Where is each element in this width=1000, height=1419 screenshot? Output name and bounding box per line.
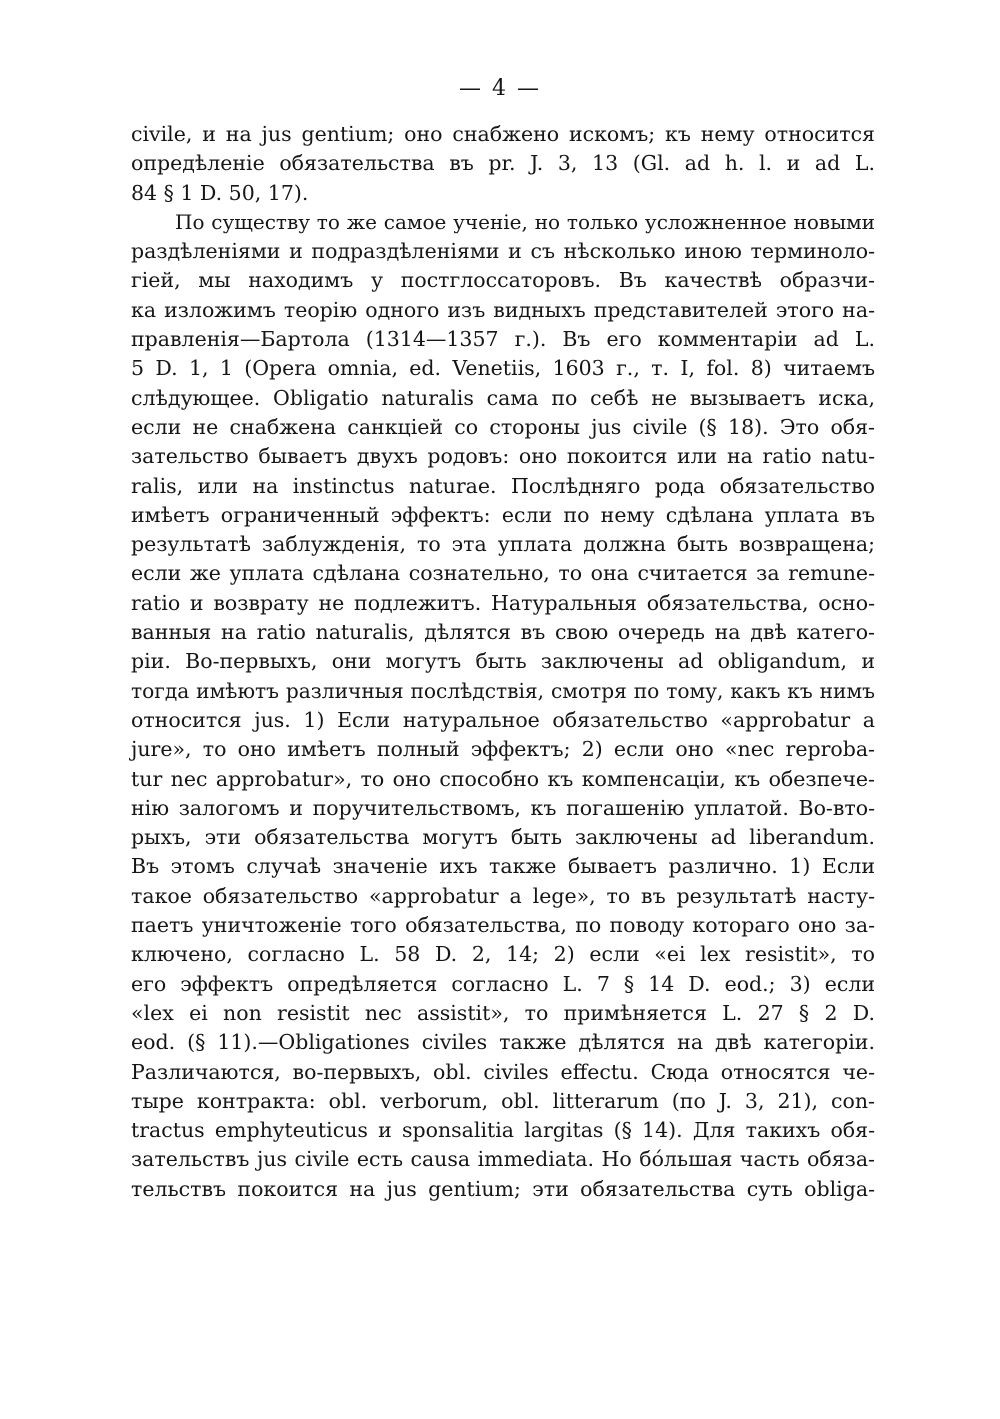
text-line: eod. (§ 11).—Obligationes civiles также дѣлятся на двѣ категоріи. — [131, 1030, 875, 1055]
text-line: tractus emphyteuticus и sponsalitia largitas (§ 14). Для такихъ обя- — [131, 1118, 875, 1143]
text-line: рыхъ, эти обязательства могутъ быть заключены ad liberandum. — [131, 825, 875, 850]
text-line: 84 § 1 D. 50, 17). — [131, 180, 309, 205]
text-line: Въ этомъ случаѣ значеніе ихъ также бываетъ различно. 1) Если — [131, 854, 875, 879]
text-line: правленія—Бартола (1314—1357 г.). Въ его комментаріи ad L. — [131, 327, 875, 352]
text-line: гіей, мы находимъ у постглоссаторовъ. Въ качествѣ образчи- — [131, 268, 875, 293]
text-line: Различаются, во-первыхъ, obl. civiles effectu. Сюда относятся че- — [131, 1059, 875, 1084]
text-line: такое обязательство «approbatur a lege», то въ результатѣ насту- — [131, 883, 875, 908]
text-line: слѣдующее. Obligatio naturalis сама по себѣ не вызываетъ иска, — [131, 385, 875, 410]
text-line: ка изложимъ теорію одного изъ видныхъ представителей этого на- — [131, 297, 875, 322]
text-line: паетъ уничтоженіе того обязательства, по поводу котораго оно за- — [131, 913, 875, 938]
text-line: раздѣленіями и подраздѣленіями и съ нѣсколько иною терминоло- — [131, 239, 875, 264]
text-line: если же уплата сдѣлана сознательно, то она считается за remune- — [131, 561, 875, 586]
text-line: ratio и возврату не подлежитъ. Натуральныя обязательства, осно- — [131, 590, 875, 615]
text-line: нію залогомъ и поручительствомъ, къ погашенію уплатой. Во-вто- — [131, 795, 875, 820]
text-line: тельствъ покоится на jus gentium; эти обязательства суть obliga- — [131, 1176, 875, 1201]
text-line: относится jus. 1) Если натуральное обязательство «approbatur a — [131, 707, 875, 732]
text-line: 5 D. 1, 1 (Opera omnia, ed. Venetiis, 1603 г., т. I, fol. 8) читаемъ — [131, 356, 875, 381]
text-line: опредѣленіе обязательства въ pr. J. 3, 13 (Gl. ad h. l. и ad L. — [131, 151, 875, 176]
text-line: tur nec approbatur», то оно способно къ компенсаціи, къ обезпече- — [131, 766, 875, 791]
text-line: зательствъ jus civile есть causa immediata. Но бóльшая часть обяза- — [131, 1147, 875, 1172]
text-line: его эффектъ опредѣляется согласно L. 7 § 14 D. eod.; 3) если — [131, 971, 875, 996]
paragraph-start-line: По существу то же самое ученіе, но только усложненное новыми — [175, 209, 875, 234]
text-line: результатѣ заблужденія, то эта уплата должна быть возвращена; — [131, 532, 875, 557]
text-line: тогда имѣютъ различныя послѣдствія, смотря по тому, какъ къ нимъ — [131, 678, 875, 703]
body-text — [131, 120, 875, 1204]
text-line: «lex ei non resistit nec assistit», то примѣняется L. 27 § 2 D. — [131, 1000, 875, 1025]
text-line: jure», то оно имѣетъ полный эффектъ; 2) если оно «nec reproba- — [131, 737, 875, 762]
text-line: civile, и на jus gentium; оно снабжено искомъ; къ нему относится — [131, 122, 875, 146]
text-line: тыре контракта: obl. verborum, obl. litterarum (по J. 3, 21), con- — [131, 1088, 875, 1113]
page-number: — 4 — — [459, 76, 541, 101]
text-line: ralis, или на instinctus naturae. Послѣдняго рода обязательство — [131, 473, 875, 498]
text-line: ванныя на ratio naturalis, дѣлятся въ свою очередь на двѣ катего- — [131, 620, 875, 645]
text-line: если не снабжена санкціей со стороны jus civile (§ 18). Это обя- — [131, 414, 875, 439]
text-line: ключено, согласно L. 58 D. 2, 14; 2) если «ei lex resistit», то — [131, 942, 875, 967]
text-line: зательство бываетъ двухъ родовъ: оно покоится или на ratio natu- — [131, 444, 875, 469]
text-line: имѣетъ ограниченный эффектъ: если по нему сдѣлана уплата въ — [131, 502, 875, 527]
text-line: ріи. Во-первыхъ, они могутъ быть заключены ad obligandum, и — [131, 649, 875, 674]
